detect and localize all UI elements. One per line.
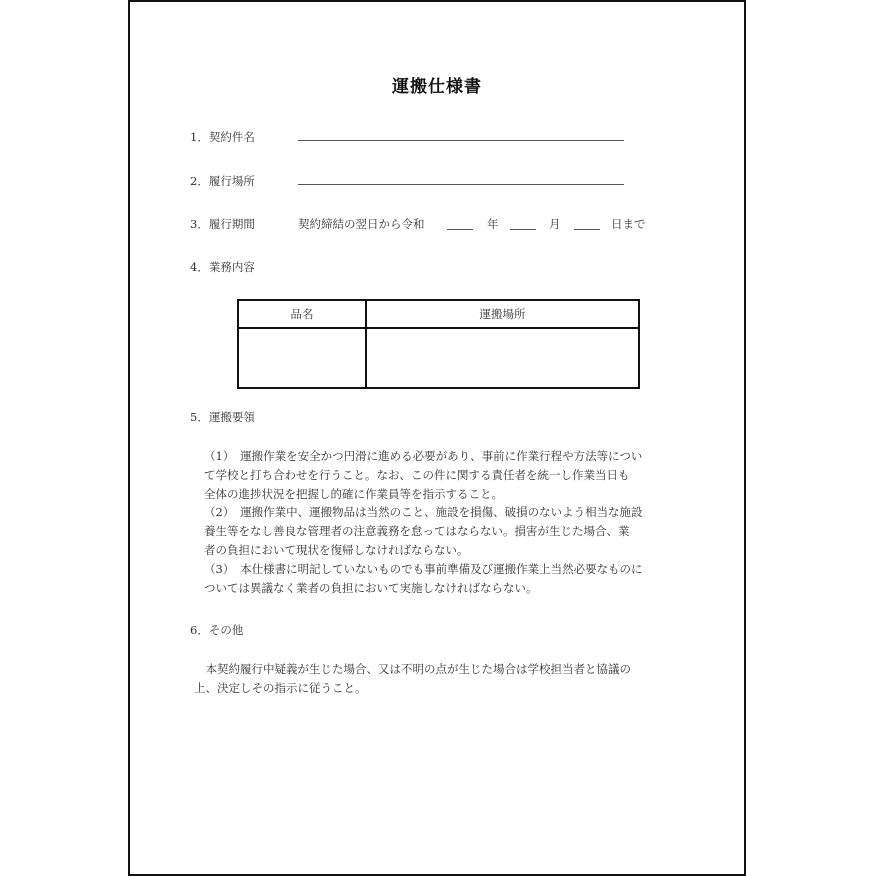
location-label: 2．履行場所 xyxy=(190,174,255,188)
table-row xyxy=(238,328,639,388)
section5-line: （1） 運搬作業を安全かつ円滑に進める必要があり、事前に作業行程や方法等につい xyxy=(204,449,643,463)
location-blank-line xyxy=(298,184,624,185)
work-content-label: 4．業務内容 xyxy=(190,260,255,274)
day-unit: 日まで xyxy=(611,217,646,231)
month-unit: 月 xyxy=(549,217,561,231)
section6-heading: 6．その他 xyxy=(190,623,244,637)
section5-line: ついては異議なく業者の負担において実施しなければならない。 xyxy=(204,580,538,595)
section5-line: （2） 運搬作業中、運搬物品は当然のこと、施設を損傷、破損のないよう相当な施設 xyxy=(204,505,643,520)
section5-line: （3） 本仕様書に明記していないものでも事前準備及び運搬作業上当然必要なものに xyxy=(204,561,643,576)
day-blank-line xyxy=(574,229,600,230)
contract-name-label: 1．契約件名 xyxy=(190,130,255,144)
section6-line: 上、決定しその指示に従うこと。 xyxy=(194,680,367,695)
section5-body xyxy=(204,447,643,597)
section5-line: て学校と打ち合わせを行うこと。なお、この件に関する責任者を統一し作業当日も xyxy=(204,467,630,482)
section5-heading: 5．運搬要領 xyxy=(190,410,255,424)
year-unit: 年 xyxy=(487,217,499,231)
document-page xyxy=(128,0,746,876)
month-blank-line xyxy=(510,229,536,230)
contract-name-blank-line xyxy=(298,140,624,141)
year-blank-line xyxy=(447,229,473,230)
document-title: 運搬仕様書 xyxy=(392,77,482,97)
transport-location-cell xyxy=(366,328,639,388)
items-table xyxy=(237,299,640,389)
table-header-row xyxy=(238,300,639,328)
section6-line: 本契約履行中疑義が生じた場合、又は不明の点が生じた場合は学校担当者と協議の xyxy=(194,662,631,676)
period-label: 3．履行期間 xyxy=(190,217,255,231)
section6-body xyxy=(194,660,631,698)
period-text: 契約締結の翌日から令和 xyxy=(298,217,425,231)
item-name-header: 品名 xyxy=(238,300,366,328)
item-name-cell xyxy=(238,328,366,388)
section5-line: 養生等をなし善良な管理者の注意義務を怠ってはならない。損害が生じた場合、業 xyxy=(204,524,630,539)
transport-location-header: 運搬場所 xyxy=(366,300,639,328)
section5-line: 者の負担において現状を復帰しなければならない。 xyxy=(204,542,469,557)
section5-line: 全体の進捗状況を把握し的確に作業員等を指示すること。 xyxy=(204,486,503,501)
